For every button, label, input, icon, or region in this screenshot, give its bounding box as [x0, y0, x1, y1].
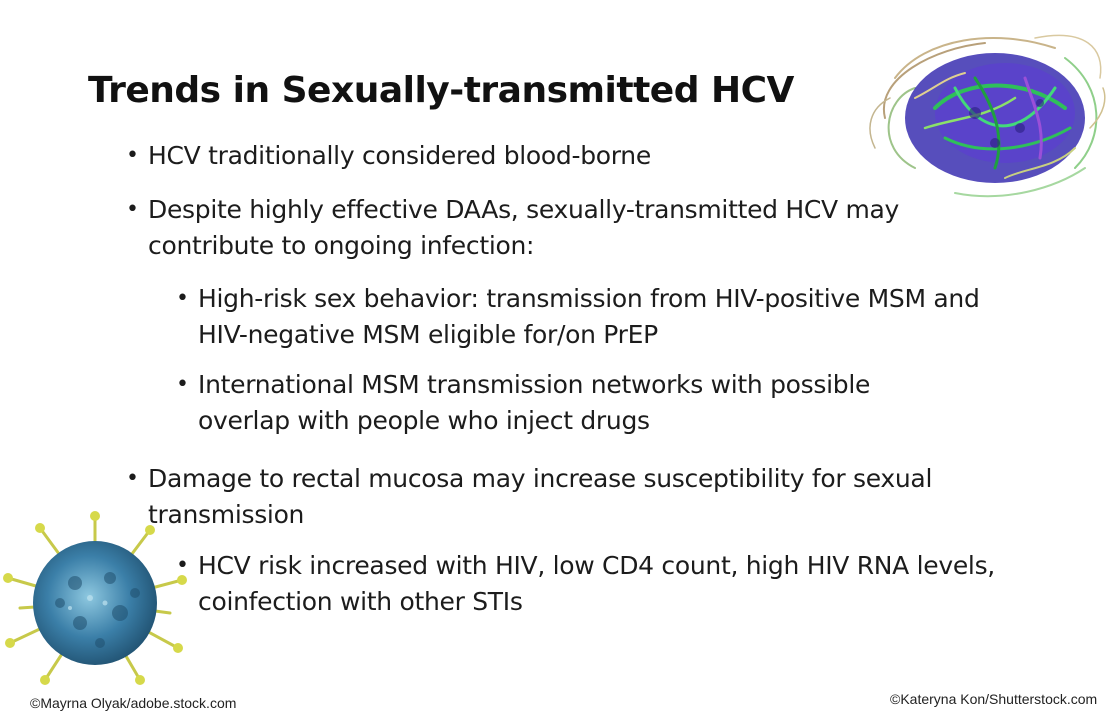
bullet-level2	[176, 367, 918, 439]
slide-title: Trends in Sexually-transmitted HCV	[88, 70, 794, 111]
bullet-dot: •	[176, 372, 189, 397]
bullet-level1	[126, 192, 938, 264]
bullet-text: HCV traditionally considered blood-borne	[148, 141, 651, 170]
bullet-text: High-risk sex behavior: transmission from HIV-positive MSM and HIV-negative MSM eligible for/on PrEP	[198, 284, 980, 349]
virus-image-bottom-left	[0, 508, 190, 688]
bullet-text: International MSM transmission networks with possible overlap with people who inject drugs	[198, 370, 871, 435]
bullet-dot: •	[176, 286, 189, 311]
bullet-text: Damage to rectal mucosa may increase susceptibility for sexual transmission	[148, 464, 933, 529]
bullet-level1	[126, 461, 958, 533]
image-credit-right: ©Kateryna Kon/Shutterstock.com	[890, 691, 1098, 707]
bullet-dot: •	[126, 466, 139, 491]
bullet-text: Despite highly effective DAAs, sexually-transmitted HCV may contribute to ongoing infection:	[148, 195, 900, 260]
bullet-level2	[176, 281, 1028, 353]
bullet-text: HCV risk increased with HIV, low CD4 count, high HIV RNA levels, coinfection with other STIs	[198, 551, 995, 616]
bullet-level2	[176, 548, 1008, 620]
hcv-virus-image-top-right	[855, 18, 1110, 208]
image-credit-left: ©Mayrna Olyak/adobe.stock.com	[30, 695, 237, 711]
bullet-dot: •	[176, 553, 189, 578]
bullet-level1	[126, 138, 1048, 174]
bullet-dot: •	[126, 197, 139, 222]
bullet-dot: •	[126, 143, 139, 168]
